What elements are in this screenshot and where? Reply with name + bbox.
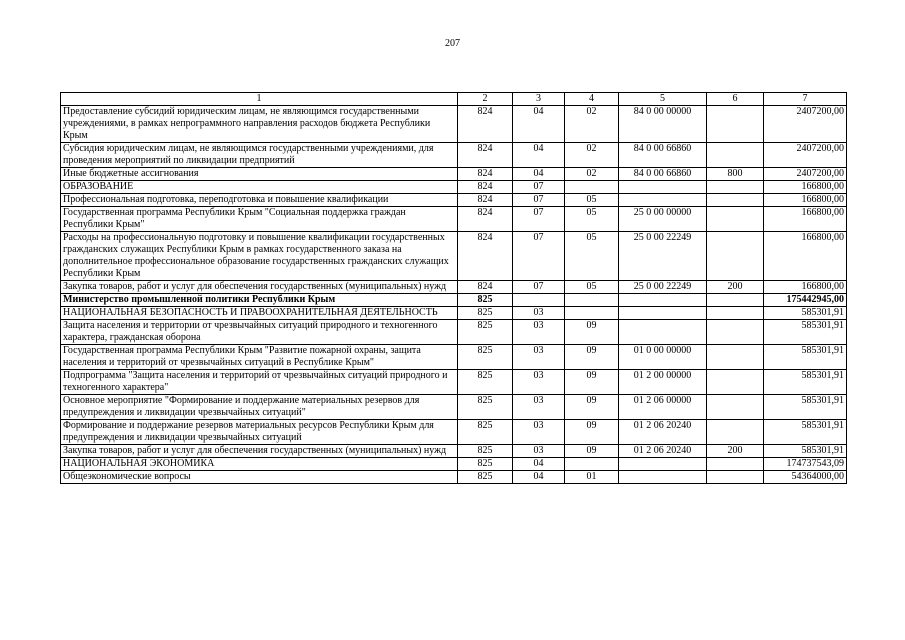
row-subsection-cell: 05 [565,232,619,281]
table-row [61,345,847,370]
row-amount-cell: 585301,91 [764,320,847,345]
row-amount-cell: 166800,00 [764,281,847,294]
row-target-cell [619,294,707,307]
row-expense-type-cell [707,320,764,345]
row-code-cell: 824 [458,181,513,194]
column-header: 4 [565,93,619,106]
row-code-cell: 825 [458,307,513,320]
row-subsection-cell: 05 [565,281,619,294]
row-code-cell: 825 [458,458,513,471]
row-name-cell: Министерство промышленной политики Республики Крым [61,294,458,307]
row-code-cell: 824 [458,168,513,181]
row-subsection-cell: 05 [565,207,619,232]
row-code-cell: 825 [458,294,513,307]
table-row [61,307,847,320]
row-subsection-cell: 09 [565,395,619,420]
row-expense-type-cell: 200 [707,281,764,294]
row-section-cell: 04 [513,471,565,484]
table-row [61,232,847,281]
table-row [61,207,847,232]
row-amount-cell: 585301,91 [764,445,847,458]
table-row [61,194,847,207]
row-expense-type-cell [707,370,764,395]
row-name-cell: Иные бюджетные ассигнования [61,168,458,181]
row-code-cell: 824 [458,194,513,207]
row-subsection-cell [565,307,619,320]
row-section-cell: 07 [513,281,565,294]
row-target-cell: 84 0 00 00000 [619,106,707,143]
row-code-cell: 824 [458,207,513,232]
row-expense-type-cell [707,345,764,370]
row-target-cell: 25 0 00 22249 [619,232,707,281]
table-row [61,143,847,168]
table-row [61,445,847,458]
row-expense-type-cell [707,294,764,307]
row-expense-type-cell [707,420,764,445]
row-amount-cell: 54364000,00 [764,471,847,484]
row-section-cell: 04 [513,143,565,168]
row-expense-type-cell [707,207,764,232]
row-amount-cell: 2407200,00 [764,106,847,143]
row-section-cell: 03 [513,370,565,395]
row-section-cell: 04 [513,458,565,471]
row-code-cell: 825 [458,471,513,484]
row-subsection-cell: 02 [565,168,619,181]
row-code-cell: 824 [458,232,513,281]
row-expense-type-cell: 800 [707,168,764,181]
table-row [61,370,847,395]
row-expense-type-cell [707,471,764,484]
row-target-cell: 01 2 06 20240 [619,445,707,458]
column-header: 7 [764,93,847,106]
row-amount-cell: 166800,00 [764,181,847,194]
table-row [61,320,847,345]
row-code-cell: 825 [458,345,513,370]
row-target-cell [619,194,707,207]
row-code-cell: 825 [458,445,513,458]
row-name-cell: Государственная программа Республики Крым "Социальная поддержка граждан Республики Крым" [61,207,458,232]
row-amount-cell: 166800,00 [764,194,847,207]
row-target-cell [619,471,707,484]
row-expense-type-cell [707,307,764,320]
row-amount-cell: 585301,91 [764,345,847,370]
row-expense-type-cell [707,181,764,194]
table-row [61,471,847,484]
row-amount-cell: 585301,91 [764,307,847,320]
row-name-cell: Общеэкономические вопросы [61,471,458,484]
row-target-cell: 84 0 00 66860 [619,143,707,168]
row-target-cell: 25 0 00 00000 [619,207,707,232]
row-subsection-cell [565,294,619,307]
row-subsection-cell: 02 [565,143,619,168]
row-section-cell: 07 [513,194,565,207]
page-number: 207 [445,38,460,49]
row-section-cell: 07 [513,181,565,194]
row-subsection-cell [565,458,619,471]
row-name-cell: Государственная программа Республики Крым "Развитие пожарной охраны, защита населения и территорий от чрезвычайных ситуаций в Республике Крым" [61,345,458,370]
row-name-cell: Основное мероприятие "Формирование и поддержание материальных резервов для предупреждения и ликвидации чрезвычайных ситуаций" [61,395,458,420]
column-header: 1 [61,93,458,106]
row-subsection-cell: 09 [565,445,619,458]
row-target-cell: 01 2 06 20240 [619,420,707,445]
row-subsection-cell [565,181,619,194]
row-amount-cell: 585301,91 [764,420,847,445]
table-header-row [61,93,847,106]
table-row [61,294,847,307]
row-subsection-cell: 09 [565,420,619,445]
row-section-cell: 07 [513,207,565,232]
row-section-cell: 03 [513,445,565,458]
row-target-cell: 25 0 00 22249 [619,281,707,294]
row-subsection-cell: 02 [565,106,619,143]
row-name-cell: Расходы на профессиональную подготовку и повышение квалификации государственных гражданских служащих Республики Крым в рамках государственного заказа на дополнительное профессиональное образование государственных гражданских служащих Республики Крым [61,232,458,281]
row-section-cell: 04 [513,106,565,143]
row-code-cell: 824 [458,106,513,143]
row-target-cell [619,181,707,194]
row-code-cell: 824 [458,143,513,168]
row-code-cell: 825 [458,395,513,420]
row-section-cell [513,294,565,307]
table-row [61,458,847,471]
table-row [61,181,847,194]
row-name-cell: Закупка товаров, работ и услуг для обеспечения государственных (муниципальных) нужд [61,445,458,458]
column-header: 3 [513,93,565,106]
row-subsection-cell: 09 [565,320,619,345]
table-row [61,281,847,294]
table-row [61,106,847,143]
row-code-cell: 824 [458,281,513,294]
row-target-cell [619,458,707,471]
row-amount-cell: 175442945,00 [764,294,847,307]
row-section-cell: 07 [513,232,565,281]
row-target-cell [619,307,707,320]
row-expense-type-cell [707,106,764,143]
row-amount-cell: 2407200,00 [764,168,847,181]
row-target-cell: 01 2 00 00000 [619,370,707,395]
row-code-cell: 825 [458,420,513,445]
row-name-cell: НАЦИОНАЛЬНАЯ БЕЗОПАСНОСТЬ И ПРАВООХРАНИТЕЛЬНАЯ ДЕЯТЕЛЬНОСТЬ [61,307,458,320]
budget-table [60,92,847,484]
row-section-cell: 03 [513,420,565,445]
row-name-cell: Закупка товаров, работ и услуг для обеспечения государственных (муниципальных) нужд [61,281,458,294]
row-name-cell: ОБРАЗОВАНИЕ [61,181,458,194]
row-name-cell: Формирование и поддержание резервов материальных ресурсов Республики Крым для предупреждения и ликвидации чрезвычайных ситуаций [61,420,458,445]
row-subsection-cell: 01 [565,471,619,484]
row-name-cell: НАЦИОНАЛЬНАЯ ЭКОНОМИКА [61,458,458,471]
row-expense-type-cell [707,143,764,168]
row-expense-type-cell [707,232,764,281]
row-name-cell: Субсидия юридическим лицам, не являющимся государственными учреждениями, для проведения мероприятий по ликвидации предприятий [61,143,458,168]
row-expense-type-cell: 200 [707,445,764,458]
row-target-cell: 01 0 00 00000 [619,345,707,370]
row-expense-type-cell [707,458,764,471]
row-amount-cell: 174737543,09 [764,458,847,471]
row-amount-cell: 2407200,00 [764,143,847,168]
row-code-cell: 825 [458,370,513,395]
row-section-cell: 03 [513,345,565,370]
row-subsection-cell: 05 [565,194,619,207]
row-name-cell: Предоставление субсидий юридическим лицам, не являющимся государственными учреждениями, в рамках непрограммного направления расходов бюджета Республики Крым [61,106,458,143]
row-target-cell: 84 0 00 66860 [619,168,707,181]
row-section-cell: 03 [513,395,565,420]
row-section-cell: 04 [513,168,565,181]
column-header: 2 [458,93,513,106]
row-name-cell: Подпрограмма "Защита населения и территорий от чрезвычайных ситуаций природного и техногенного характера" [61,370,458,395]
row-section-cell: 03 [513,307,565,320]
row-subsection-cell: 09 [565,370,619,395]
row-amount-cell: 166800,00 [764,207,847,232]
row-expense-type-cell [707,395,764,420]
table-row [61,168,847,181]
row-amount-cell: 166800,00 [764,232,847,281]
table-row [61,420,847,445]
column-header: 5 [619,93,707,106]
row-name-cell: Защита населения и территории от чрезвычайных ситуаций природного и техногенного характера, гражданская оборона [61,320,458,345]
row-name-cell: Профессиональная подготовка, переподготовка и повышение квалификации [61,194,458,207]
row-code-cell: 825 [458,320,513,345]
row-expense-type-cell [707,194,764,207]
row-target-cell: 01 2 06 00000 [619,395,707,420]
row-target-cell [619,320,707,345]
row-section-cell: 03 [513,320,565,345]
column-header: 6 [707,93,764,106]
row-amount-cell: 585301,91 [764,370,847,395]
row-subsection-cell: 09 [565,345,619,370]
row-amount-cell: 585301,91 [764,395,847,420]
table-row [61,395,847,420]
